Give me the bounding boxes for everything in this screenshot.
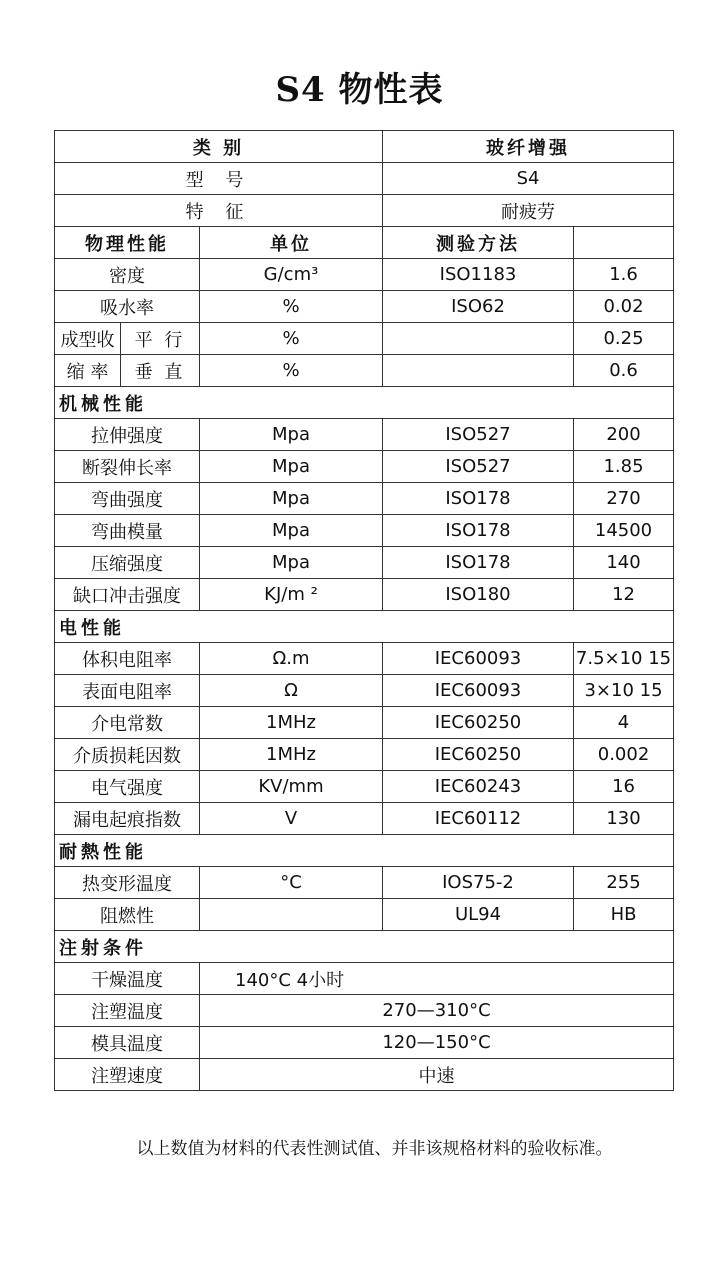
property-method: ISO62 bbox=[383, 291, 574, 323]
category-label: 类 别 bbox=[55, 131, 383, 163]
property-method: ISO178 bbox=[383, 515, 574, 547]
table-row bbox=[55, 483, 674, 515]
table-row bbox=[55, 451, 674, 483]
property-method: UL94 bbox=[383, 899, 574, 931]
section-row bbox=[55, 835, 674, 867]
property-method: ISO178 bbox=[383, 483, 574, 515]
property-unit: Mpa bbox=[200, 451, 383, 483]
table-row bbox=[55, 995, 674, 1027]
property-method: IEC60250 bbox=[383, 707, 574, 739]
property-name: 漏电起痕指数 bbox=[55, 803, 200, 835]
property-unit bbox=[200, 899, 383, 931]
condition-value: 270—310°C bbox=[200, 995, 674, 1027]
property-value: 255 bbox=[574, 867, 674, 899]
property-name: 断裂伸长率 bbox=[55, 451, 200, 483]
property-unit: 1MHz bbox=[200, 739, 383, 771]
feature-label: 特 征 bbox=[55, 195, 383, 227]
property-unit: Ω.m bbox=[200, 643, 383, 675]
footnote: 以上数值为材料的代表性测试值、并非该规格材料的验收标准。 bbox=[136, 1139, 613, 1159]
table-row bbox=[55, 291, 674, 323]
property-name: 吸水率 bbox=[55, 291, 200, 323]
property-unit: V bbox=[200, 803, 383, 835]
shrinkage-parallel: 平 行 bbox=[121, 323, 200, 355]
property-unit: 1MHz bbox=[200, 707, 383, 739]
condition-name: 干燥温度 bbox=[55, 963, 200, 995]
property-value: HB bbox=[574, 899, 674, 931]
category-value: 玻纤增强 bbox=[383, 131, 674, 163]
property-value: 3×10 15 bbox=[574, 675, 674, 707]
table-row bbox=[55, 195, 674, 227]
property-unit: % bbox=[200, 355, 383, 387]
property-name: 体积电阻率 bbox=[55, 643, 200, 675]
feature-value: 耐疲劳 bbox=[383, 195, 674, 227]
section-mechanical: 机械性能 bbox=[55, 387, 674, 419]
table-row bbox=[55, 739, 674, 771]
property-method: IOS75-2 bbox=[383, 867, 574, 899]
properties-table bbox=[54, 130, 674, 1091]
header-unit: 单位 bbox=[200, 227, 383, 259]
condition-value: 120—150°C bbox=[200, 1027, 674, 1059]
header-row bbox=[55, 227, 674, 259]
property-name: 热变形温度 bbox=[55, 867, 200, 899]
property-value: 0.6 bbox=[574, 355, 674, 387]
property-method: IEC60093 bbox=[383, 643, 574, 675]
table-row bbox=[55, 579, 674, 611]
table-row bbox=[55, 547, 674, 579]
header-property: 物理性能 bbox=[55, 227, 200, 259]
condition-value: 140°C 4小时 bbox=[200, 963, 674, 995]
property-name: 介电常数 bbox=[55, 707, 200, 739]
model-label: 型 号 bbox=[55, 163, 383, 195]
table-row bbox=[55, 515, 674, 547]
property-value: 130 bbox=[574, 803, 674, 835]
section-electrical: 电性能 bbox=[55, 611, 674, 643]
property-value: 0.02 bbox=[574, 291, 674, 323]
property-unit: °C bbox=[200, 867, 383, 899]
property-value: 0.25 bbox=[574, 323, 674, 355]
property-unit: Ω bbox=[200, 675, 383, 707]
model-value: S4 bbox=[383, 163, 674, 195]
property-unit: KV/mm bbox=[200, 771, 383, 803]
property-value: 270 bbox=[574, 483, 674, 515]
table-row bbox=[55, 963, 674, 995]
table-row bbox=[55, 1059, 674, 1091]
property-name: 介质损耗因数 bbox=[55, 739, 200, 771]
table-row bbox=[55, 1027, 674, 1059]
property-method bbox=[383, 323, 574, 355]
property-value: 16 bbox=[574, 771, 674, 803]
property-method: ISO1183 bbox=[383, 259, 574, 291]
property-value: 12 bbox=[574, 579, 674, 611]
property-name: 密度 bbox=[55, 259, 200, 291]
condition-value: 中速 bbox=[200, 1059, 674, 1091]
property-unit: Mpa bbox=[200, 419, 383, 451]
section-row bbox=[55, 387, 674, 419]
condition-name: 注塑速度 bbox=[55, 1059, 200, 1091]
property-value: 0.002 bbox=[574, 739, 674, 771]
property-value: 14500 bbox=[574, 515, 674, 547]
table-row bbox=[55, 867, 674, 899]
table-row bbox=[55, 355, 674, 387]
section-row bbox=[55, 931, 674, 963]
table-row bbox=[55, 643, 674, 675]
property-unit: G/cm³ bbox=[200, 259, 383, 291]
property-name: 弯曲模量 bbox=[55, 515, 200, 547]
table-row bbox=[55, 771, 674, 803]
property-value: 200 bbox=[574, 419, 674, 451]
property-value: 1.6 bbox=[574, 259, 674, 291]
property-value: 7.5×10 15 bbox=[574, 643, 674, 675]
property-unit: % bbox=[200, 323, 383, 355]
header-value bbox=[574, 227, 674, 259]
property-method: IEC60250 bbox=[383, 739, 574, 771]
property-unit: % bbox=[200, 291, 383, 323]
property-method: ISO527 bbox=[383, 451, 574, 483]
property-method: ISO178 bbox=[383, 547, 574, 579]
property-name: 拉伸强度 bbox=[55, 419, 200, 451]
property-method: IEC60243 bbox=[383, 771, 574, 803]
property-name: 电气强度 bbox=[55, 771, 200, 803]
section-thermal: 耐熱性能 bbox=[55, 835, 674, 867]
header-method: 测验方法 bbox=[383, 227, 574, 259]
property-method: ISO527 bbox=[383, 419, 574, 451]
property-value: 140 bbox=[574, 547, 674, 579]
table-row bbox=[55, 259, 674, 291]
property-name: 表面电阻率 bbox=[55, 675, 200, 707]
page-title: S4 物性表 bbox=[275, 70, 444, 110]
table-row bbox=[55, 675, 674, 707]
table-row bbox=[55, 131, 674, 163]
property-value: 4 bbox=[574, 707, 674, 739]
property-name: 弯曲强度 bbox=[55, 483, 200, 515]
property-name: 阻燃性 bbox=[55, 899, 200, 931]
condition-name: 模具温度 bbox=[55, 1027, 200, 1059]
table-row bbox=[55, 803, 674, 835]
shrinkage-label-bottom: 缩 率 bbox=[55, 355, 121, 387]
property-name: 压缩强度 bbox=[55, 547, 200, 579]
shrinkage-label-top: 成型收 bbox=[55, 323, 121, 355]
property-method bbox=[383, 355, 574, 387]
property-method: IEC60112 bbox=[383, 803, 574, 835]
property-unit: Mpa bbox=[200, 547, 383, 579]
section-injection: 注射条件 bbox=[55, 931, 674, 963]
property-unit: Mpa bbox=[200, 515, 383, 547]
property-method: ISO180 bbox=[383, 579, 574, 611]
property-method: IEC60093 bbox=[383, 675, 574, 707]
property-name: 缺口冲击强度 bbox=[55, 579, 200, 611]
table-row bbox=[55, 163, 674, 195]
property-unit: KJ/m ² bbox=[200, 579, 383, 611]
condition-name: 注塑温度 bbox=[55, 995, 200, 1027]
table-row bbox=[55, 323, 674, 355]
property-value: 1.85 bbox=[574, 451, 674, 483]
table-row bbox=[55, 707, 674, 739]
table-row bbox=[55, 899, 674, 931]
section-row bbox=[55, 611, 674, 643]
shrinkage-vertical: 垂 直 bbox=[121, 355, 200, 387]
property-unit: Mpa bbox=[200, 483, 383, 515]
table-row bbox=[55, 419, 674, 451]
